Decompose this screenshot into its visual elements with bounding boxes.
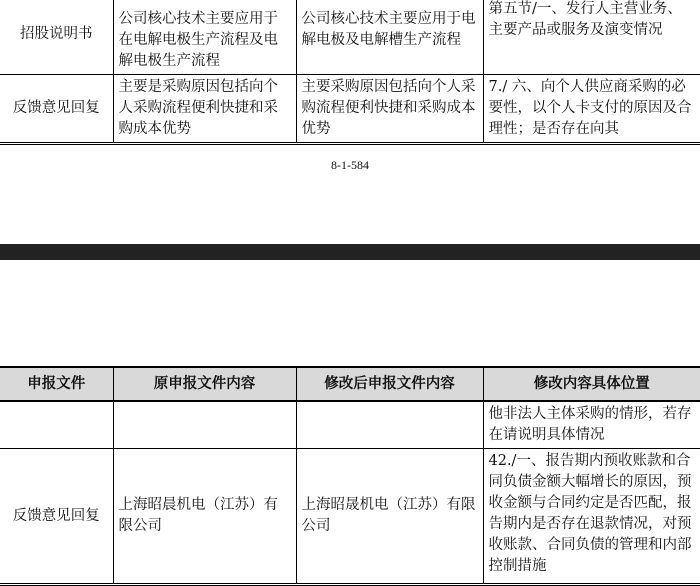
location-cell: 他非法人主体采购的情形，若存在请说明具体情况 — [483, 401, 700, 449]
page-number: 8-1-584 — [331, 158, 369, 172]
header-original: 原申报文件内容 — [113, 367, 296, 401]
header-document: 申报文件 — [0, 367, 113, 401]
location-text: 第五节/一、发行人主营业务、主要产品或服务及演变情况 — [488, 1, 682, 38]
document-cell: 招股说明书 — [0, 0, 113, 75]
modified-content-cell: 公司核心技术主要应用于电解电极及电解槽生产流程 — [296, 0, 483, 75]
table-row — [0, 449, 700, 585]
page-divider — [0, 244, 700, 260]
document-cell: 反馈意见回复 — [0, 75, 113, 144]
location-cell: 42./一、报告期内预收账款和合同负债金额大幅增长的原因，预收金额与合同约定是否匹配，报告期内是否存在退款情况，对预收账款、合同负债的管理和内部控制措施 — [483, 449, 700, 585]
original-content-cell — [113, 401, 296, 449]
modified-content-cell: 上海昭晟机电（江苏）有限公司 — [296, 449, 483, 585]
table-row — [0, 75, 700, 144]
modified-content-cell — [296, 401, 483, 449]
modified-content-cell: 主要采购原因包括向个人采购流程便利快捷和采购成本优势 — [296, 75, 483, 144]
table-row — [0, 401, 700, 449]
header-row — [0, 367, 700, 401]
location-cell: 7./ 六、向个人供应商采购的必要性，以个人卡支付的原因及合理性；是否存在向其 — [483, 75, 700, 144]
original-content-cell: 上海昭晨机电（江苏）有限公司 — [113, 449, 296, 585]
original-content-cell: 主要是采购原因包括向个人采购流程便利快捷和采购成本优势 — [113, 75, 296, 144]
location-cell — [483, 0, 700, 75]
bottom-revision-table — [0, 366, 700, 586]
header-modified: 修改后申报文件内容 — [296, 367, 483, 401]
header-location: 修改内容具体位置 — [483, 367, 700, 401]
top-revision-table — [0, 0, 700, 145]
document-cell: 反馈意见回复 — [0, 449, 113, 585]
document-cell — [0, 401, 113, 449]
table-row — [0, 0, 700, 75]
original-content-cell: 公司核心技术主要应用于在电解电极生产流程及电解电极生产流程 — [113, 0, 296, 75]
